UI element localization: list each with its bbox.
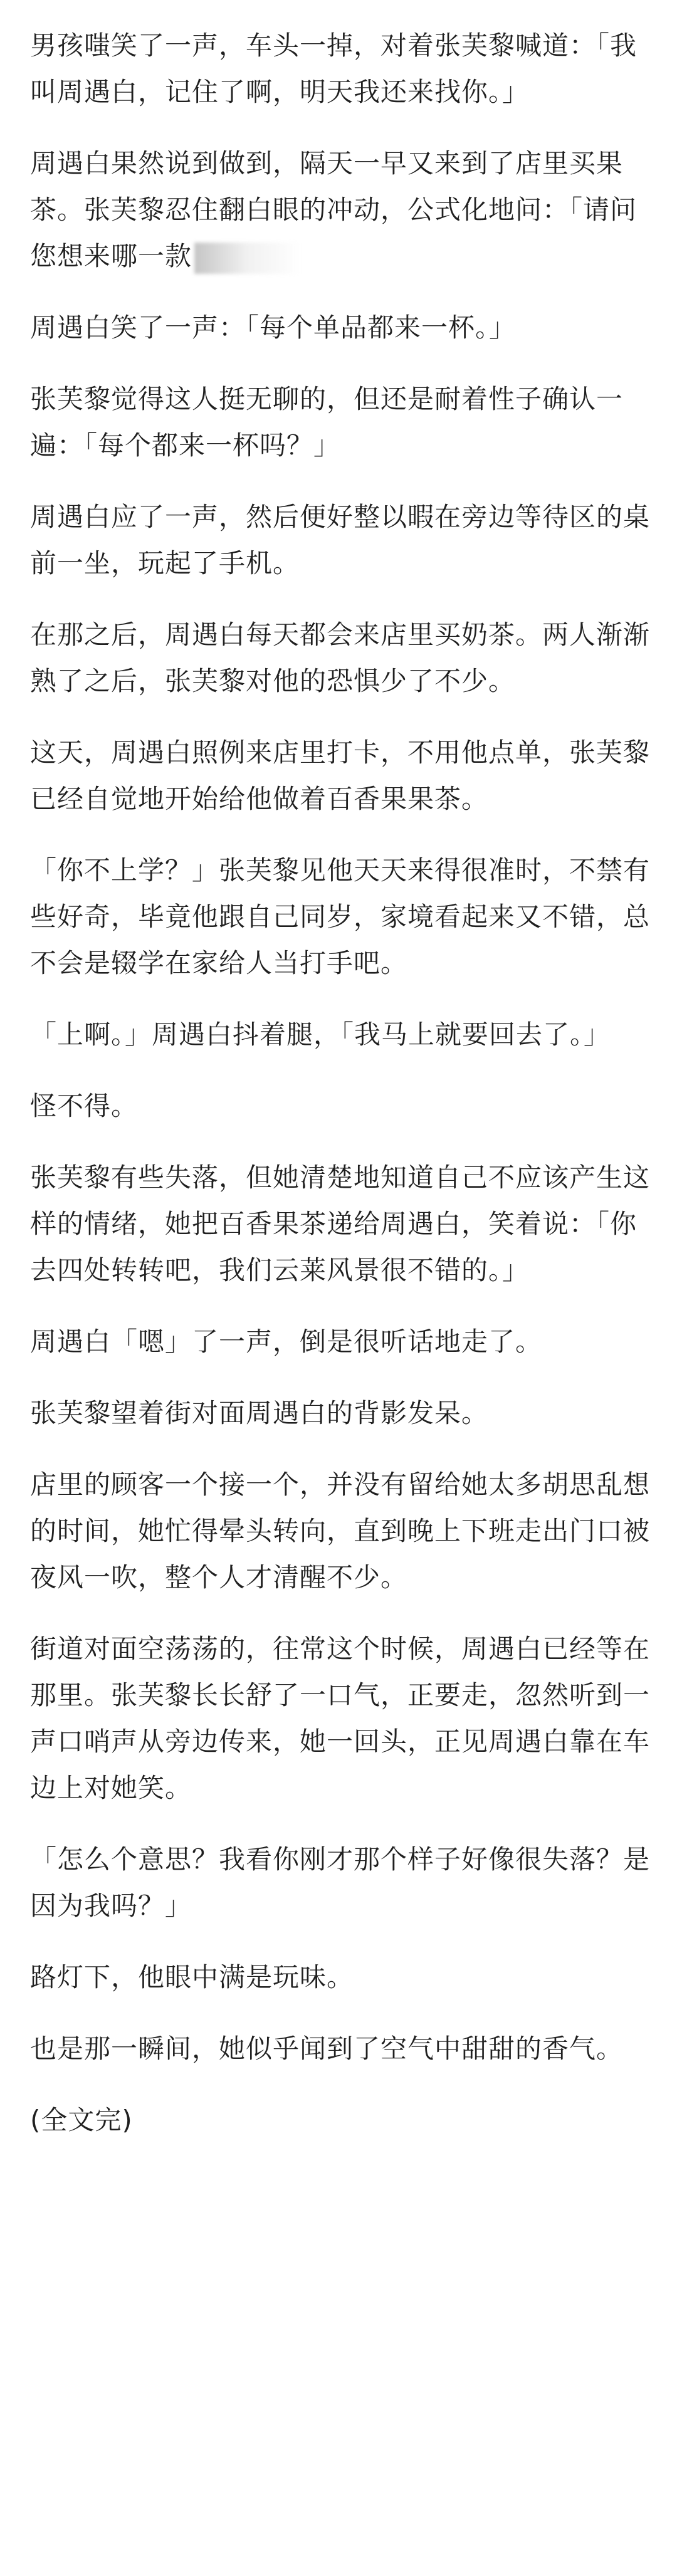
- paragraph-13: 张芙黎望着街对面周遇白的背影发呆。: [30, 1398, 489, 1428]
- paragraph-9: 「上啊。」周遇白抖着腿，「我马上就要回去了。」: [30, 1019, 611, 1050]
- paragraph-12: 周遇白「嗯」了一声，倒是很听话地走了。: [30, 1326, 543, 1357]
- paragraph-11: 张芙黎有些失落，但她清楚地知道自己不应该产生这样的情绪，她把百香果茶递给周遇白，笑着说：「你去四处转转吧，我们云莱风景很不错的。」: [30, 1162, 651, 1285]
- paragraph-8: 「你不上学？」张芙黎见他天天来得很准时，不禁有些好奇，毕竟他跟自己同岁，家境看起来又不错，总不会是辍学在家给人当打手吧。: [30, 855, 651, 978]
- text-fade-overlay: [194, 243, 301, 274]
- paragraph-14: 店里的顾客一个接一个，并没有留给她太多胡思乱想的时间，她忙得晕头转向，直到晚上下班走出门口被夜风一吹，整个人才清醒不少。: [30, 1469, 651, 1593]
- paragraph-18: 也是那一瞬间，她似乎闻到了空气中甜甜的香气。: [30, 2033, 624, 2064]
- paragraph-4: 张芙黎觉得这人挺无聊的，但还是耐着性子确认一遍：「每个都来一杯吗？」: [30, 384, 624, 461]
- paragraph-6: 在那之后，周遇白每天都会来店里买奶茶。两人渐渐熟了之后，张芙黎对他的恐惧少了不少。: [30, 619, 651, 696]
- paragraph-2-text: 周遇白果然说到做到，隔天一早又来到了店里买果茶。张芙黎忍住翻白眼的冲动，公式化地问：「请问您想来哪一款: [30, 148, 638, 271]
- paragraph-3: 周遇白笑了一声：「每个单品都来一杯。」: [30, 312, 517, 343]
- paragraph-10: 怪不得。: [30, 1091, 139, 1121]
- paragraph-2: [30, 140, 657, 280]
- paragraph-16: 「怎么个意思？我看你刚才那个样子好像很失落？是因为我吗？」: [30, 1844, 651, 1921]
- article-body: [30, 23, 657, 2169]
- paragraph-17: 路灯下，他眼中满是玩味。: [30, 1962, 354, 1992]
- paragraph-5: 周遇白应了一声，然后便好整以暇在旁边等待区的桌前一坐，玩起了手机。: [30, 501, 651, 579]
- paragraph-15: 街道对面空荡荡的，往常这个时候，周遇白已经等在那里。张芙黎长长舒了一口气，正要走，忽然听到一声口哨声从旁边传来，她一回头，正见周遇白靠在车边上对她笑。: [30, 1633, 651, 1803]
- paragraph-7: 这天，周遇白照例来店里打卡，不用他点单，张芙黎已经自觉地开始给他做着百香果果茶。: [30, 737, 651, 814]
- paragraph-1: 男孩嗤笑了一声，车头一掉，对着张芙黎喊道：「我叫周遇白，记住了啊，明天我还来找你。」: [30, 30, 638, 107]
- ending-note: (全文完): [30, 2105, 133, 2135]
